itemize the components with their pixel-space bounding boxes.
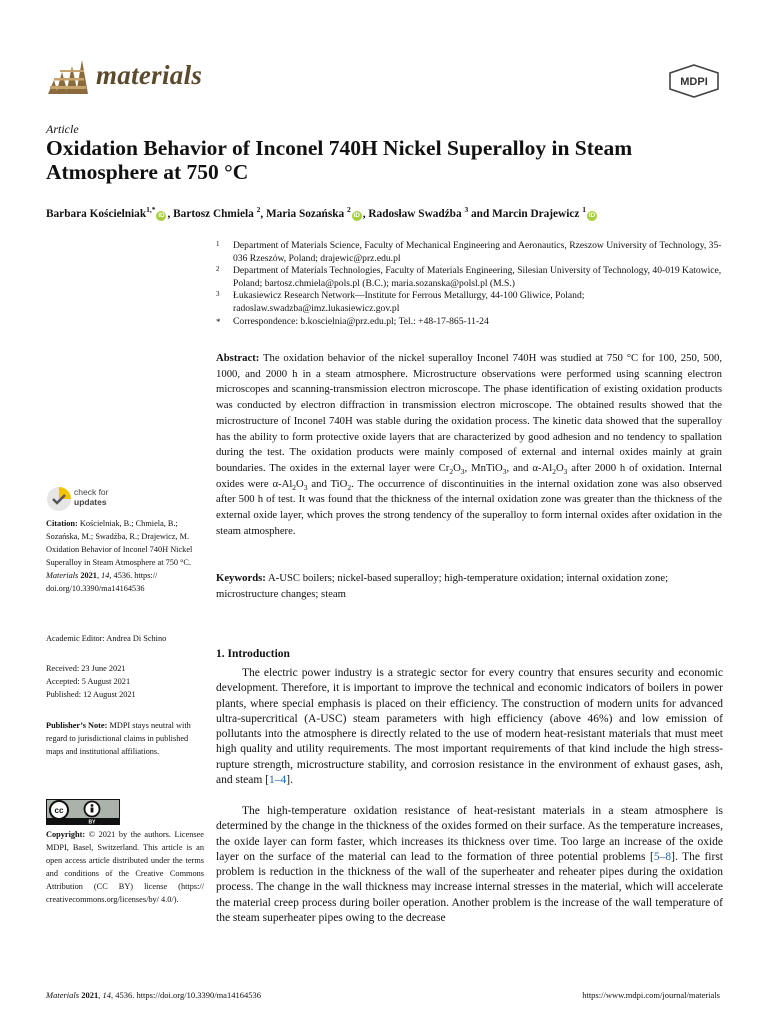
intro-paragraph: The high-temperature oxidation resistance of heat-resistant materials in a steam atmosphere is determined by the change in the thickness of the oxides formed on their surface. As the temperature increases, the oxide layer can form faster, which increases its thickness over time. Too large an increase of the oxide layer on the surface of the material can lead to the formation of three potential problems [5–8]. The first problem is reduction in the thickness of the wall of the superheater and reheater pipes during the oxidation process. The change in the wall thickness may increase internal stresses in the material, which will accelerate the material creep process during boiler operation. Another problem is the increase of the wall temperature of the steam superheater pipes owing to the decrease [216,805,724,925]
published-date: Published: 12 August 2021 [46,690,136,699]
publisher-note: Publisher’s Note: MDPI stays neutral with regard to jurisdictional claims in published maps and institutional affiliations. [46,721,191,756]
cc-by-license-icon[interactable] [46,799,120,825]
author-name: Radosław Swadźba [368,207,462,220]
intro-paragraph: The electric power industry is a strategic sector for every country that ensures security and economic development. Therefore, it is important to improve the technical and economic indicators of boilers in power plants, where special emphasis is placed on their efficiency. The construction of modern units for advanced ultra-supercritical (A-USC) steam parameters with high efficiency (above 46%) and low emission of pollutants into the atmosphere is directly related to the use of modern heat-resistant materials that must meet high quality and utility requirements. The most important requirements of that kind include the high stress-rupture strength, microstructure stability, and corrosion resistance in the environment of exhaust gases, ash, and steam [1–4]. [216,667,723,787]
author-name: Bartosz Chmiela [173,207,254,220]
correspondence: * Correspondence: b.koscielnia@prz.edu.pl; Tel.: +48-17-865-11-24 [216,315,489,327]
author-name: Marcin Drajewicz [492,207,580,220]
check-for-updates-button[interactable] [46,486,166,512]
received-date: Received: 23 June 2021 [46,664,126,673]
svg-text:cc: cc [54,806,64,815]
check-updates-line2: updates [74,497,107,507]
svg-text:BY: BY [88,819,96,825]
citation: Citation: Kościelniak, B.; Chmiela, B.; Sozańska, M.; Swadźba, R.; Drajewicz, M. Oxidation Behavior of Inconel 740H Nickel Superalloy in Steam Atmosphere at 750 °C. Materials 2021, 14, 4536. https:// doi.org/10.3390/ma14164536 [46,519,193,593]
mdpi-logo-icon [668,64,720,98]
accepted-date: Accepted: 5 August 2021 [46,677,131,686]
check-updates-icon [46,486,72,512]
author-name: Maria Sozańska [266,207,345,220]
author-affil-mark: 1 [582,205,586,214]
orcid-icon[interactable]: iD [353,211,360,219]
section-heading: 1. Introduction [216,648,290,660]
journal-logo-icon [46,58,90,96]
paper-title: Oxidation Behavior of Inconel 740H Nickel Superalloy in Steam Atmosphere at 750 °C [46,136,633,184]
affiliation-item: 2 Department of Materials Technologies, Faculty of Materials Engineering, Silesian University of Technology, 40-019 Katowice, Poland; bartosz.chmiela@pols.pl (B.C.); maria.sozanska@polsl.pl (M.S.) [216,265,722,289]
article-type: Article [46,122,79,136]
copyright-notice: Copyright: © 2021 by the authors. Licensee MDPI, Basel, Switzerland. This article is an open access article distributed under the terms and conditions of the Creative Commons Attribution (CC BY) license (https:// creativecommons.org/licenses/by/ 4.0/). [46,830,204,904]
author-affil-mark: 2 [346,205,351,214]
author-list: Barbara Kościelniak$^{1,*}$iD , Bartosz Chmiela $^2$, Maria Sozańska $^2$iD , Radosław Swadźba $^3$ and Marcin Drajewicz $^1$iD [46,205,596,220]
affiliation-item: 1 Department of Materials Science, Faculty of Mechanical Engineering and Aeronautics, Rzeszow University of Technology, 35-036 Rzeszów, Poland; drajewic@prz.edu.pl [216,240,722,264]
journal-name: materials [96,60,203,90]
academic-editor: Academic Editor: Andrea Di Schino [46,634,167,643]
publication-dates [46,662,204,701]
author-name: Barbara Kościelniak [46,207,147,220]
abstract: Abstract: The oxidation behavior of the nickel superalloy Inconel 740H was studied at 750 °C for 100, 250, 500, 1000, and 2000 h in a steam atmosphere. Microstructure observations were performed using scanning electron microscopes and scanning-transmission electron microscope. The phase identification of existing oxidation products was conducted by electron diffraction in transmission electron microscope. The obtained results showed that the microstructure of Inconel 740H was stable during the oxidation process. The kinetic data showed that the superalloy has the ability to form protective oxide layers that are characterized by good adhesion and no tendency to spallation during the test. The oxidation products were mainly composed of external and internal oxides mainly at grain boundaries. The oxides in the external layer were $Cr_2O_3$, MnTiO$_3$, and $\alpha-Al_2O_3$ after 2000 h of oxidation. Internal oxides were $\alpha-Al_2O_3$ and TiO$_2$. The occurrence of discontinuities in the internal oxidation zone was also observed after 500 h of test. It was found that the thickness of the internal oxidation zone was greater than the thickness of the external oxide layer, which proves the strong tendency of the superalloy to form internal oxides after oxidation in the steam atmosphere. [216,352,722,537]
orcid-icon[interactable]: iD [588,211,596,219]
reference-link[interactable]: 1–4 [269,774,287,787]
publisher-logo-text: MDPI [680,76,708,88]
affiliation-item: 3 Łukasiewicz Research Network—Institute for Ferrous Metallurgy, 44-100 Gliwice, Poland; radoslaw.swadzba@imz.lukasiewicz.gov.pl [216,290,585,314]
orcid-icon[interactable]: iD [158,211,165,219]
affiliations [216,240,726,328]
keywords: Keywords: A-USC boilers; nickel-based superalloy; high-temperature oxidation; internal oxidation zone; microstructure changes; steam [216,572,669,600]
check-updates-line1: check for [74,487,109,497]
author-affil-mark: 3 [464,205,469,214]
author-affil-mark: 2 [256,205,261,214]
reference-link[interactable]: 5–8 [653,850,672,863]
footer-journal-url[interactable]: https://www.mdpi.com/journal/materials [582,990,720,1000]
author-affil-mark: 1,* [146,205,156,214]
footer-citation: Materials 2021, 14, 4536. https://doi.org/10.3390/ma14164536 [46,990,261,1000]
